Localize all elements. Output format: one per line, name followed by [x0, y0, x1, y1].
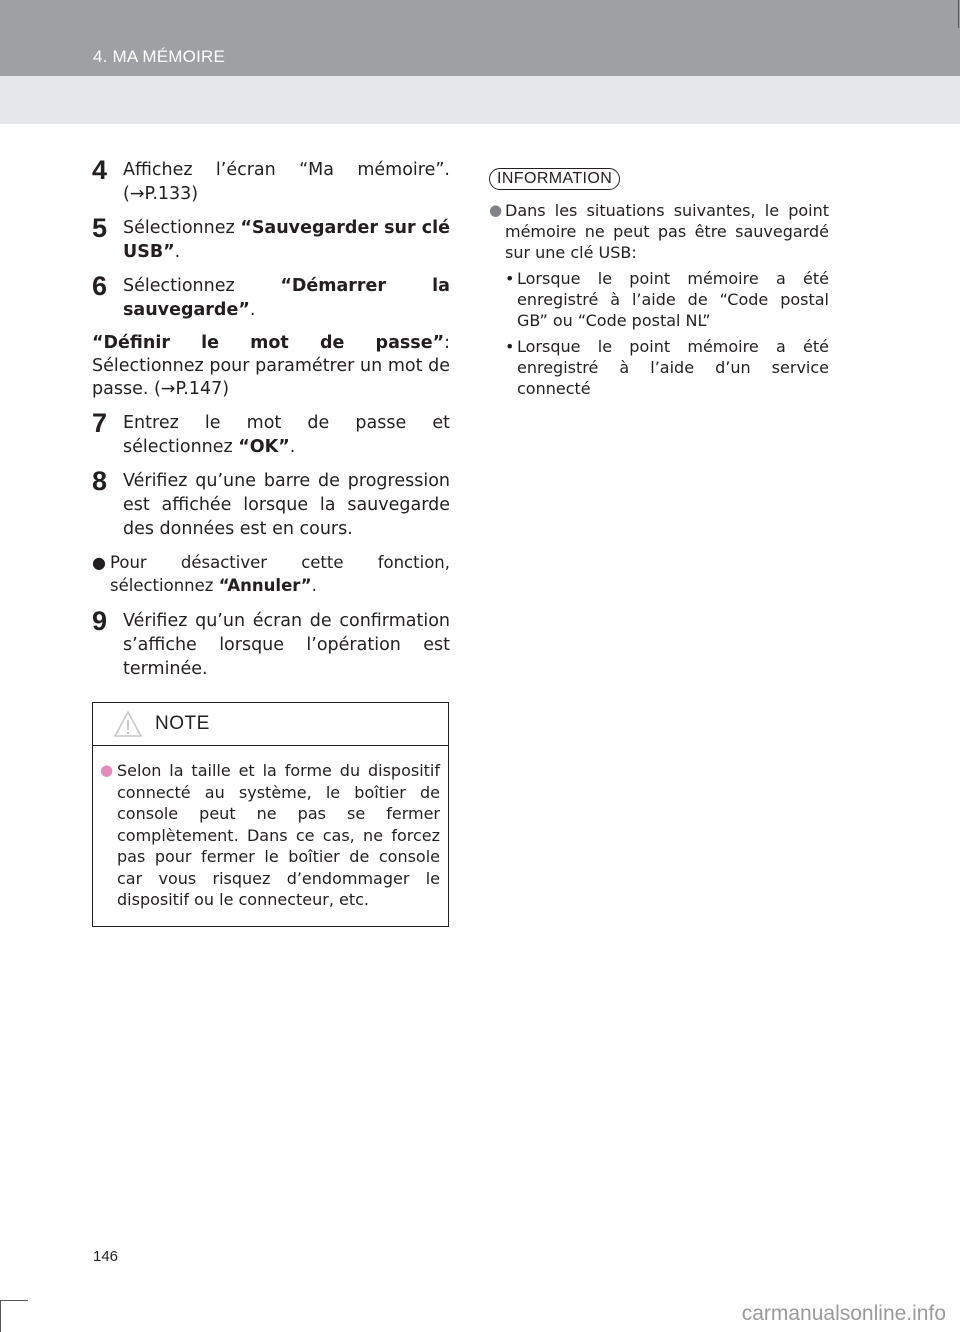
step-7: [92, 408, 450, 459]
bullet-icon: ●: [489, 201, 503, 219]
information-column: [489, 168, 829, 399]
menu-label: “Démarrer la sauvegarde”: [123, 276, 450, 320]
menu-label: “Définir le mot de passe”: [92, 333, 445, 353]
list-item: [505, 336, 829, 399]
step-8: [92, 466, 450, 541]
page-number: 146: [93, 1248, 119, 1265]
note-text: Selon la taille et la forme du dispositif connecté au système, le boîtier de console peut ne pas se fermer complètement. Dans ce cas, ne forcez pas pour fermer le boîtier de console car vous risquez d’endommager le dispositif ou le connecteur, etc.: [117, 761, 440, 909]
menu-label: “Annuler”: [218, 576, 312, 595]
note-header: [93, 703, 448, 746]
information-bullet: [489, 200, 829, 399]
paragraph-text: : Sélectionnez pour paramétrer un mot de passe. (→P.147): [92, 333, 450, 399]
note-body: [93, 746, 448, 911]
step-text: [123, 158, 450, 206]
step-4: [92, 155, 450, 206]
information-label: INFORMATION: [489, 168, 620, 190]
bullet-icon: •: [505, 337, 515, 356]
crop-mark: [0, 1300, 1, 1332]
step-number: 8: [92, 466, 108, 496]
note-box: [92, 702, 449, 927]
menu-label: “Sauvegarder sur clé USB”: [123, 218, 450, 262]
menu-label: “OK”: [238, 437, 290, 457]
note-title: NOTE: [155, 713, 210, 734]
crop-mark: [0, 1300, 28, 1301]
step-text-part: Sélectionnez: [123, 276, 281, 296]
step-text-part: Affichez l’écran “Ma mémoire”. (→P.133): [123, 160, 450, 204]
step-text-part: Entrez le mot de passe et sélectionnez: [123, 413, 450, 457]
section-title: 4. MA MÉMOIRE: [93, 47, 226, 66]
step-number: 9: [92, 606, 108, 636]
step-6: [92, 271, 450, 322]
step-number: 4: [92, 155, 108, 185]
bullet-icon: ●: [100, 761, 114, 779]
list-item-text: Lorsque le point mémoire a été enregistré à l’aide de “Code postal GB” ou “Code postal NL”: [517, 269, 829, 330]
step-number: 5: [92, 213, 108, 243]
step-text: [123, 216, 450, 264]
step-number: 7: [92, 408, 108, 438]
step-text: [123, 469, 450, 541]
bullet-text-part: Pour désactiver cette fonction, sélectionnez: [110, 553, 450, 595]
step-number: 6: [92, 271, 108, 301]
step-text: [123, 411, 450, 459]
password-paragraph: [92, 332, 450, 401]
information-text: Dans les situations suivantes, le point mémoire ne peut pas être sauvegardé sur une clé USB:: [505, 201, 829, 262]
step-text-part: .: [289, 437, 296, 457]
main-column: [92, 155, 450, 691]
bullet-icon: ●: [92, 553, 106, 572]
step-text-part: .: [249, 300, 256, 320]
step-text-part: Vérifiez qu’une barre de progression est affichée lorsque la sauvegarde des données est en cours.: [123, 471, 450, 539]
bullet-text: [110, 551, 450, 597]
step-text: [123, 274, 450, 322]
step-9: [92, 606, 450, 681]
step-text-part: .: [174, 242, 181, 262]
warning-icon: [113, 709, 143, 739]
step-5: [92, 213, 450, 264]
bullet-icon: •: [505, 269, 515, 288]
list-item-text: Lorsque le point mémoire a été enregistré à l’aide d’un service connecté: [517, 337, 829, 398]
step-text: Vérifiez qu’un écran de confirmation s’affiche lorsque l’opération est terminée.: [123, 611, 450, 679]
watermark: carmanualsonline.info: [741, 1302, 946, 1325]
crop-mark: [958, 0, 959, 28]
bullet-text-part: .: [311, 576, 317, 595]
cancel-bullet: [92, 551, 450, 597]
list-item: [505, 268, 829, 331]
step-text-part: Sélectionnez: [123, 218, 241, 238]
